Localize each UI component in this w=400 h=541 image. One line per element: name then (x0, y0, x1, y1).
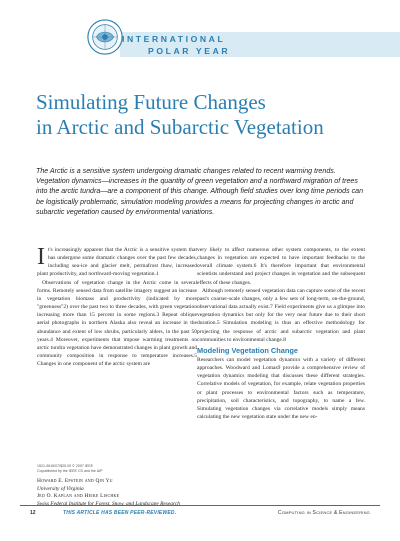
right-paragraph-3: Researchers can model vegetation dynamics with a variety of different approaches. Woodward and Lomas9 provide a comprehensive review of vegetation dynamics modeling that discusses these different strategies. Correlative models of vegetation, for example, relate vegetation properties or plant processes to environmental factors such as temperature, precipitation, soil characteristics, and topography, to name a few. Simulating vegetation changes via correlative models simply means calculating the new vegetation state under the new en- (197, 356, 365, 420)
title-line-2: in Arctic and Subarctic Vegetation (36, 115, 324, 139)
section-heading: Modeling Vegetation Change (197, 345, 299, 355)
authors-line-1: Howard E. Epstein and Qin Yu (37, 478, 113, 484)
title-line-1: Simulating Future Changes (36, 90, 266, 114)
left-column (37, 246, 197, 368)
footer-divider (20, 505, 380, 506)
affiliation-2: Swiss Federal Institute for Forest, Snow, and Landscape Research (37, 501, 180, 508)
article-meta (37, 464, 197, 509)
left-paragraph-1 (37, 246, 197, 279)
page-number: 12 (30, 510, 36, 516)
international-polar-year-banner (0, 14, 400, 72)
right-paragraph-2: Although remotely sensed vegetation data can capture some of the recent past's coarser-scale changes, only a few sets of long-term, on-the-ground, observational data actually exist.7 Field experiments give us a glimpse into vegetation dynamics but only for the very near future due to their short duration.5 Simulation modeling is thus an effective methodology for projecting the response of arctic and subarctic vegetation and plant communities to environmental change.8 (197, 287, 365, 343)
banner-line-2: POLAR YEAR (148, 46, 231, 56)
polar-globe-icon (86, 18, 124, 56)
affiliation-1: University of Virginia (37, 485, 84, 492)
right-column (197, 246, 365, 421)
article-title (36, 90, 386, 140)
banner-line-1: INTERNATIONAL (122, 34, 226, 44)
copyright-notice: 1521-9615/07/$25.00 © 2007 IEEE (37, 464, 93, 468)
left-paragraph-1-text: t's increasingly apparent that the Arctic is a sensitive system that has undergone some dramatic changes over the past few decades, including sea-ice and glacier melt, permafrost thaw, increased plant productivity, and northward-moving vegetation.1 (37, 247, 197, 278)
right-paragraph-1: very likely to affect numerous other system components, to the extent changes in vegetation are expected to have important feedbacks to the overall climate system.6 It's therefore important that environmental scientists understand and project changes in vegetation and the subsequent effects of these changes. (197, 247, 365, 286)
magazine-name: Computing in Science & Engineering (278, 510, 370, 516)
authors-line-2: Jed O. Kaplan and Heike Lischke (37, 493, 120, 500)
page-footer (20, 509, 380, 519)
peer-review-note: THIS ARTICLE HAS BEEN PEER-REVIEWED. (63, 510, 177, 516)
article-abstract: The Arctic is a sensitive system undergoing dramatic changes related to recent warming trends. Vegetation dynamics—increases in the quantity of green vegetation and a northward migration of trees into the arctic tundra—are a component of this change. Although field studies over long time periods can be logistically problematic, simulation modeling provides a means for projecting changes in arctic and subarctic vegetation caused by environmental variations. (36, 167, 364, 216)
copublished-notice: Copublished by the IEEE CS and the AIP (37, 469, 103, 473)
drop-cap: I (37, 244, 45, 270)
left-paragraph-2: Observations of vegetation change in the Arctic come in several forms. Remotely sensed data from satellite imagery suggest an increase in vegetation biomass and productivity (indicated by more "greenness"2) over the past two to three decades, with green vegetation increasing more than 15 percent in some regions.3 Repeat oblique aerial photographs in northern Alaska also reveal an increase in the abundance and extent of low shrubs, particularly alders, in the past 50 years.4 Moreover, experiments that impose warming treatments on arctic tundra vegetation have demonstrated changes in plant growth and community composition in response to temperature increases.5 Changes in one component of the arctic system are (37, 279, 197, 368)
